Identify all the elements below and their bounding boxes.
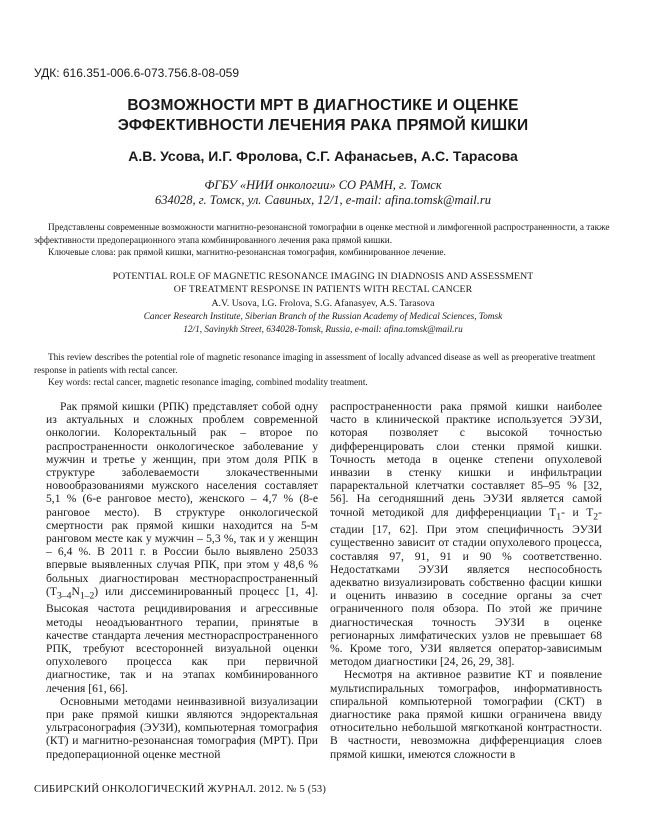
subscript-t1: 1 — [556, 510, 562, 522]
title-line-1: ВОЗМОЖНОСТИ МРТ В ДИАГНОСТИКЕ И ОЦЕНКЕ — [127, 97, 519, 114]
body-left-paragraph-1 — [46, 400, 318, 695]
english-affiliation-line-2: 12/1, Savinykh Street, 634028-Tomsk, Russia, e-mail: afina.tomsk@mail.ru — [183, 324, 463, 335]
affiliation-line-2: 634028, г. Томск, ул. Савиных, 12/1, e-mail: afina.tomsk@mail.ru — [155, 193, 491, 207]
subscript-n-stage: 1–2 — [79, 590, 95, 602]
english-title-line-2: OF TREATMENT RESPONSE IN PATIENTS WITH RECTAL CANCER — [173, 283, 473, 295]
body-left-p1-text-b: ) или диссеминированный процесс [1, 4]. Высокая частота рецидивирования и агрессивные методы неоадъювантного терапии, принятые в качестве стандарта лечения местнораспространенного РПК, требуют всесторонней визуальной оценки опухолевого процесса как при первичной диагностике, так и на этапах комбинированного лечения [61, 66]. — [46, 584, 318, 695]
title-line-2: ЭФФЕКТИВНОСТИ ЛЕЧЕНИЯ РАКА ПРЯМОЙ КИШКИ — [117, 117, 529, 134]
abstract-ru-text: Представлены современные возможности магнитно-резонансной томографии в оценке местной и лимфогенной распространенности, а также эффективности предоперационного этапа комбинированного лечения рака прямой кишки. — [34, 223, 610, 246]
affiliation-line-1: ФГБУ «НИИ онкологии» СО РАМН, г. Томск — [204, 178, 442, 192]
subscript-t2: 2 — [593, 510, 599, 522]
body-right-p1-mid: - и T — [561, 505, 594, 519]
udk-code: УДК: 616.351-006.6-073.756.8-08-059 — [34, 66, 240, 80]
subscript-t-stage: 3–4 — [56, 590, 72, 602]
english-authors: A.V. Usova, I.G. Frolova, S.G. Afanasyev, A.S. Tarasova — [211, 298, 435, 309]
abstract-ru — [34, 222, 618, 260]
keywords-ru: Ключевые слова: рак прямой кишки, магнитно-резонансная томография, комбинированное лечение. — [48, 248, 446, 258]
article-title — [0, 96, 646, 136]
english-title-line-1: POTENTIAL ROLE OF MAGNETIC RESONANCE IMAGING IN DIADNOSIS AND ASSESSMENT — [112, 271, 534, 282]
english-affiliation-line-1: Cancer Research Institute, Siberian Branch of the Russian Academy of Medical Sciences, Tomsk — [143, 312, 503, 322]
body-left-p1-n: N — [71, 584, 80, 598]
body-right-paragraph-2: Несмотря на активное развитие КТ и появление мультиспиральных томографов, информативность спиральной компьютерной томографии (СКТ) в диагностике рака прямой кишки ограничена ввиду относительно небольшой мягкотканой контрастности. В частности, невозможна дифференциация слоев прямой кишки, имеются сложности в — [330, 668, 602, 761]
body-left-p1-text-a: Рак прямой кишки (РПК) представляет собой одну из актуальных и сложных проблем современной онкологии. Колоректальный рак – второе по распространенности онкологическое заболевание у мужчин и третье у женщин, при этом доля РПК в структуре заболеваемости злокачественными новообразованиями мужского населения составляет 5,1 % (6-е ранговое место), женского – 4,7 % (8-е ранговое место). В структуре онкологической смертности рак прямой кишки находится на 5-м ранговом месте как у мужчин – 5,3 %, так и у женщин – 6,4 %. В 2011 г. в России было выявлено 25033 впервые выявленных случая РПК, при этом у 48,6 % больных диагностирован местнораспространенный (T — [46, 400, 318, 598]
body-column-left — [46, 400, 318, 761]
keywords-en: Key words: rectal cancer, magnetic resonance imaging, combined modality treatment. — [48, 378, 368, 388]
english-title — [0, 271, 646, 296]
body-right-p1-text-b: - стадии [17, 62]. При этом специфичность ЭУЗИ существенно зависит от стадии опухолевого процесса, составляя 97, 91, 91 и 90 % соответственно. Недостатками ЭУЗИ является неспособность адекватно визуализировать собственно фасции кишки и оценить инвазию в соседние органы за счет ограниченного поля обзора. По этой же причине диагностическая точность ЭУЗИ в оценке регионарных лимфатических узлов не превышает 68 %. Кроме того, УЗИ является оператор-зависимым методом диагностики [24, 26, 29, 38]. — [330, 505, 602, 669]
authors: А.В. Усова, И.Г. Фролова, С.Г. Афанасьев, А.С. Тарасова — [128, 148, 518, 164]
abstract-en-text: This review describes the potential role of magnetic resonance imaging in assessment of locally advanced disease as well as preoperative treatment response in patients with rectal cancer. — [34, 353, 596, 376]
journal-footer: СИБИРСКИЙ ОНКОЛОГИЧЕСКИЙ ЖУРНАЛ. 2012. № 5 (53) — [34, 784, 327, 795]
body-right-paragraph-1 — [330, 400, 602, 668]
affiliation — [0, 178, 646, 208]
body-left-paragraph-2: Основными методами неинвазивной визуализации при раке прямой кишки являются эндоректальная ультрасонография (ЭУЗИ), компьютерная томография (КТ) и магнитно-резонансная томография (МРТ). При предоперационной оценке местной — [46, 694, 318, 761]
abstract-en — [34, 352, 618, 390]
body-column-right — [330, 400, 602, 761]
body-right-p1-text-a: распространенности рака прямой кишки наиболее часто в клинической практике используется ЭУЗИ, которая позволяет с высокой точностью дифференцировать слои стенки прямой кишки. Точность метода в оценке степени опухолевой инвазии в стенку кишки и инфильтрации параректальной клетчатки составляет 85–95 % [32, 56]. На сегодняшний день ЭУЗИ является самой точной методикой для дифференциации T — [330, 400, 602, 519]
english-affiliation — [0, 311, 646, 336]
